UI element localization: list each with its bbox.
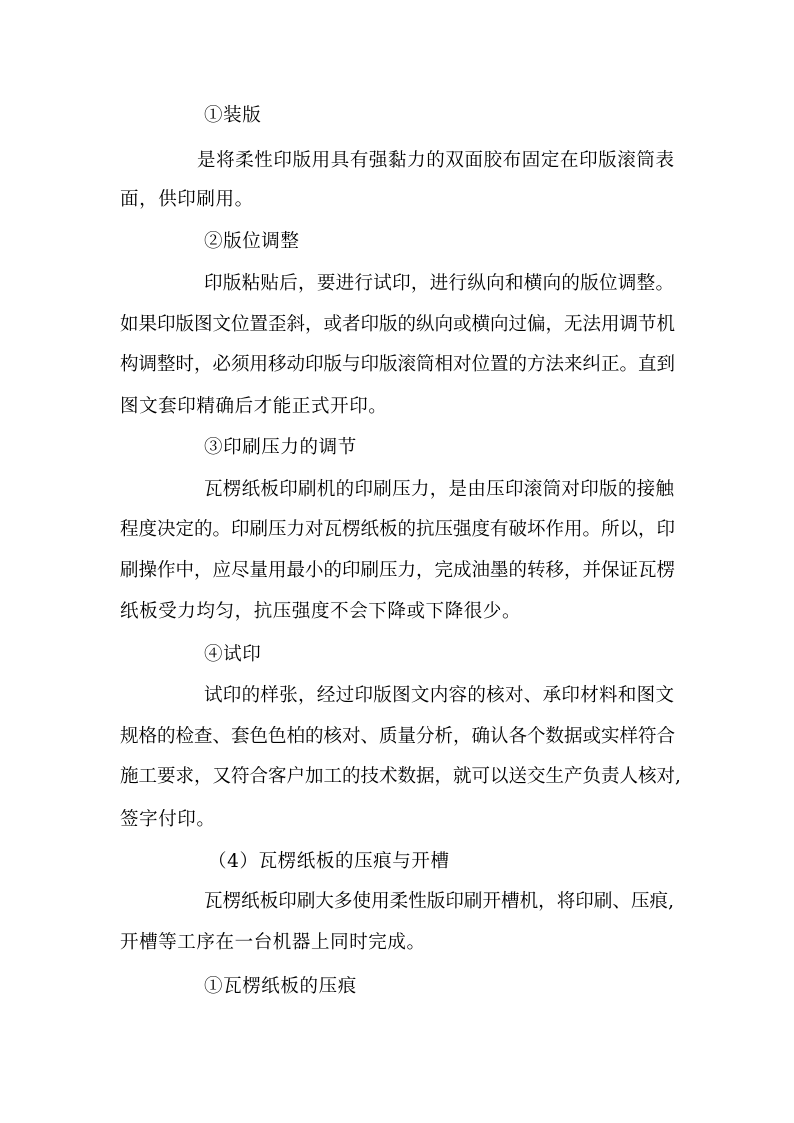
paragraph-line: 瓦楞纸板印刷大多使用柔性版印刷开槽机，将印刷、压痕, bbox=[204, 891, 674, 912]
paragraph-line: 如果印版图文位置歪斜，或者印版的纵向或横向过偏，无法用调节机 bbox=[120, 314, 676, 335]
heading-creasing-slotting: （4）瓦楞纸板的压痕与开槽 bbox=[208, 851, 450, 872]
heading-print-pressure: ③印刷压力的调节 bbox=[204, 437, 357, 458]
heading-mounting: ①装版 bbox=[204, 105, 262, 126]
paragraph-line: 开槽等工序在一台机器上同时完成。 bbox=[120, 932, 426, 953]
paragraph-line: 刷操作中，应尽量用最小的印刷压力，完成油墨的转移，并保证瓦楞 bbox=[120, 560, 676, 581]
paragraph-line: 瓦楞纸板印刷机的印刷压力，是由压印滚筒对印版的接触 bbox=[204, 479, 674, 500]
paragraph-line: 纸板受力均匀，抗压强度不会下降或下降很少。 bbox=[120, 601, 522, 622]
heading-creasing: ①瓦楞纸板的压痕 bbox=[204, 976, 357, 997]
heading-plate-position: ②版位调整 bbox=[204, 231, 300, 252]
paragraph-line: 印版粘贴后，要进行试印，进行纵向和横向的版位调整。 bbox=[204, 273, 674, 294]
paragraph-line: 图文套印精确后才能正式开印。 bbox=[120, 396, 388, 417]
paragraph-line: 签字付印。 bbox=[120, 809, 216, 830]
paragraph-line: 构调整时，必须用移动印版与印版滚筒相对位置的方法来纠正。直到 bbox=[120, 354, 676, 375]
paragraph-line: 是将柔性印版用具有强黏力的双面胶布固定在印版滚筒表 bbox=[197, 150, 674, 171]
paragraph-line: 施工要求，又符合客户加工的技术数据，就可以送交生产负责人核对, bbox=[120, 766, 681, 787]
heading-trial-print: ④试印 bbox=[204, 644, 262, 665]
paragraph-line: 程度决定的。印刷压力对瓦楞纸板的抗压强度有破坏作用。所以，印 bbox=[120, 519, 676, 540]
paragraph-line: 面，供印刷用。 bbox=[120, 189, 254, 210]
paragraph-line: 试印的样张，经过印版图文内容的核对、承印材料和图文 bbox=[204, 685, 674, 706]
paragraph-line: 规格的检查、套色色柏的核对、质量分析，确认各个数据或实样符合 bbox=[120, 726, 676, 747]
